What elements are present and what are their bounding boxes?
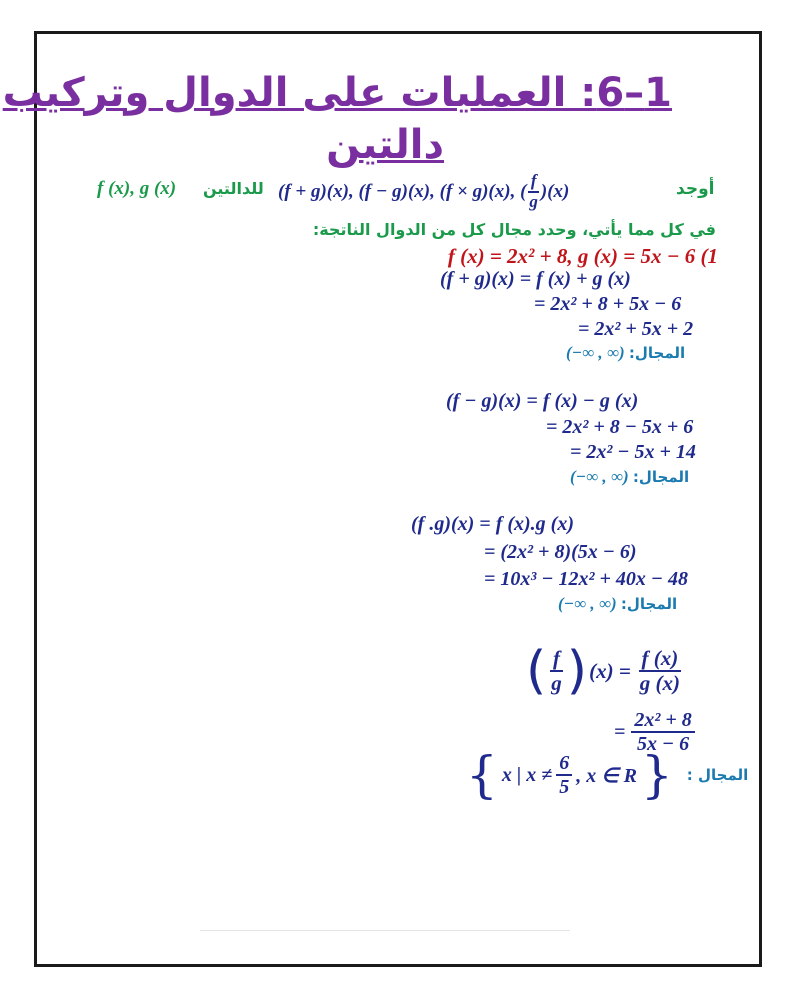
- set-text: x | x ≠: [501, 763, 553, 786]
- product-line-3: = 10x³ − 12x² + 40x − 48: [484, 568, 689, 590]
- product-line-1: (f .g)(x) = f (x).g (x): [411, 513, 574, 535]
- quotient-equals: =: [614, 720, 626, 743]
- functions-label: f (x), g (x): [97, 178, 177, 199]
- quotient-rhs-numerator: f (x): [639, 647, 682, 672]
- quotient-lhs-fraction: [548, 647, 565, 695]
- difference-line-2: = 2x² + 8 − 5x + 6: [546, 416, 694, 438]
- left-paren: (: [526, 641, 547, 701]
- sum-domain: [566, 343, 685, 363]
- sum-line-1: (f + g)(x) = f (x) + g (x): [440, 268, 631, 290]
- page-title: 1–6: العمليات على الدوال وتركيب: [2, 70, 672, 116]
- set-fraction: [556, 752, 572, 798]
- operations-text: (f + g)(x), (f − g)(x), (f × g)(x), (: [278, 180, 527, 202]
- page-title-line2: دالتين: [326, 122, 444, 168]
- fraction-numerator: f: [528, 172, 540, 193]
- product-domain-value: (−∞ , ∞): [558, 594, 617, 613]
- quotient-lhs-numerator: f: [550, 647, 563, 672]
- difference-line-1: (f − g)(x) = f (x) − g (x): [446, 390, 639, 412]
- quotient-domain-label: المجال :: [686, 766, 749, 784]
- operations-text-end: )(x): [540, 180, 570, 202]
- fraction-denominator: g: [529, 191, 538, 211]
- difference-line-3: = 2x² − 5x + 14: [570, 441, 696, 463]
- operations-list: [278, 172, 569, 211]
- set-fraction-numerator: 6: [556, 752, 572, 776]
- divider: [200, 930, 570, 931]
- difference-domain: [570, 467, 689, 487]
- product-line-2: = (2x² + 8)(5x − 6): [484, 541, 637, 563]
- sum-line-2: = 2x² + 8 + 5x − 6: [534, 293, 682, 315]
- problem-1: f (x) = 2x² + 8, g (x) = 5x − 6 (1: [447, 244, 718, 268]
- difference-domain-value: (−∞ , ∞): [570, 467, 629, 486]
- left-brace: {: [466, 746, 498, 804]
- product-domain: [558, 594, 677, 614]
- right-brace: }: [640, 746, 673, 804]
- sum-domain-value: (−∞ , ∞): [566, 343, 625, 362]
- quotient-domain: [466, 746, 749, 804]
- quotient-line-1: [526, 641, 683, 701]
- instruction-text: في كل مما يأتي، وحدد مجال كل من الدوال الناتجة:: [312, 220, 716, 239]
- right-paren: ): [566, 641, 588, 701]
- sum-line-3: = 2x² + 5x + 2: [578, 318, 694, 340]
- find-verb: أوجد: [676, 179, 715, 199]
- difference-domain-label: المجال:: [632, 468, 690, 486]
- operations-fraction: [526, 172, 541, 211]
- for-functions-text: للدالتين: [203, 179, 264, 198]
- quotient-step-numerator: 2x² + 8: [631, 709, 694, 733]
- quotient-lhs-after: (x) =: [589, 658, 631, 683]
- quotient-step-denominator: 5x − 6: [637, 733, 690, 755]
- quotient-lhs-denominator: g: [551, 671, 562, 695]
- set-text-end: , x ∈ R: [576, 764, 637, 787]
- quotient-rhs-fraction: [637, 647, 683, 695]
- product-domain-label: المجال:: [620, 595, 678, 613]
- quotient-rhs-denominator: g (x): [639, 671, 681, 695]
- set-fraction-denominator: 5: [559, 776, 570, 798]
- sum-domain-label: المجال:: [628, 344, 686, 362]
